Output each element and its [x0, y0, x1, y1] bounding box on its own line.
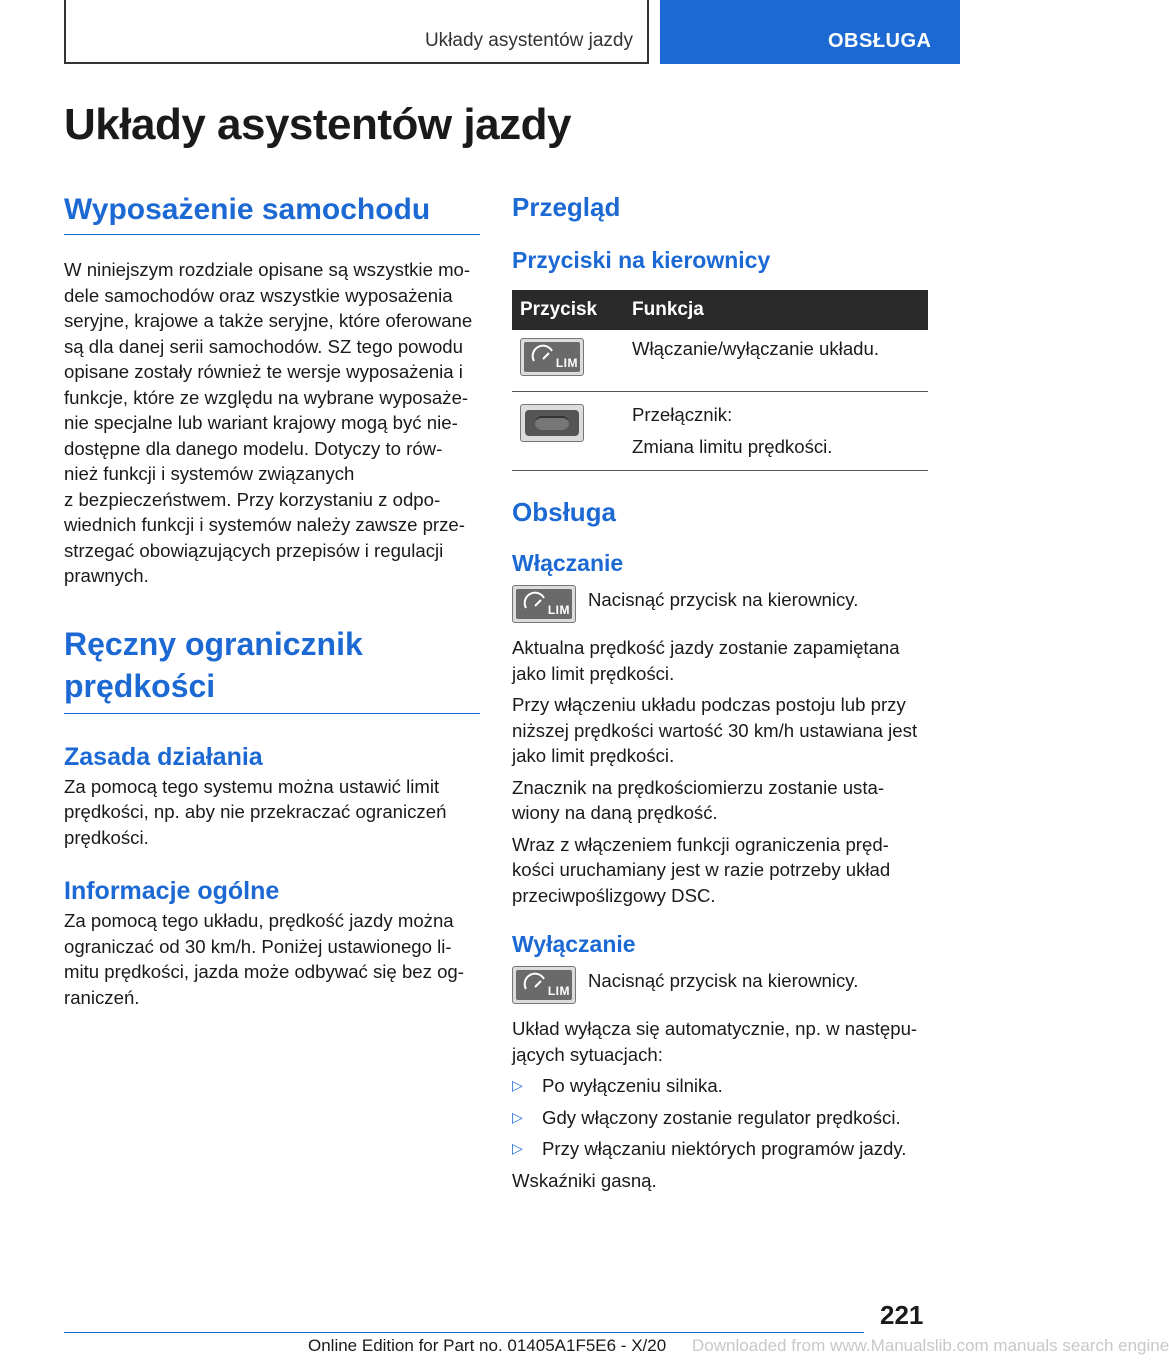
function-line: Zmiana limitu prędkości.: [632, 436, 833, 457]
heading-steering-buttons: Przyciski na kierownicy: [512, 247, 771, 273]
footer-edition: Online Edition for Part no. 01405A1F5E6 - X/20: [308, 1336, 667, 1355]
indicators-off-text: Wskaźniki gasną.: [512, 1169, 657, 1191]
bullet-triangle-icon: ▷: [512, 1077, 523, 1093]
left-column: [64, 190, 480, 1010]
table-cell-function: [624, 392, 928, 471]
right-column: [512, 190, 928, 1193]
text-line: nież funkcji i systemów związanych: [64, 463, 355, 484]
switch-on-paragraph: [512, 692, 928, 769]
table-cell-function: Włączanie/wyłączanie układu.: [624, 330, 928, 392]
list-item: [512, 1105, 928, 1131]
text-line: dostępne dla danego modelu. Dotyczy to rów‐: [64, 437, 443, 459]
function-line: Przełącznik:: [632, 404, 733, 425]
text-line: jących sytuacjach:: [512, 1043, 663, 1065]
text-line: wiednich funkcji i systemów należy zawsze prze‐: [64, 514, 465, 535]
instruction-text: Nacisnąć przycisk na kierownicy.: [588, 970, 859, 991]
text-line: wiony na daną prędkość.: [512, 802, 718, 823]
col-header-button: Przycisk: [512, 290, 624, 330]
instruction-text: Nacisnąć przycisk na kierownicy.: [588, 589, 859, 610]
switch-on-paragraph: [512, 832, 928, 909]
table-row: [512, 392, 928, 471]
text-line: mitu prędkości, jazda może odbywać się bez og‐: [64, 961, 464, 982]
heading-principle: Zasada działania: [64, 742, 263, 771]
text-line: Wraz z włączeniem funkcji ograniczenia pręd‐: [512, 833, 889, 855]
switch-on-instruction: [512, 585, 928, 623]
watermark-text: Downloaded from www.Manualslib.com manuals search engine: [692, 1336, 1169, 1355]
text-line: funkcje, które ze względu na wybrane wyposaże‐: [64, 386, 469, 408]
table-cell-icon: [512, 392, 624, 471]
chapter-tab-label: OBSŁUGA: [828, 30, 932, 52]
text-line: Za pomocą tego układu, prędkość jazdy można: [64, 910, 454, 931]
table-header-row: [512, 290, 928, 330]
bullet-triangle-icon: ▷: [512, 1108, 523, 1125]
chapter-tab[interactable]: [660, 0, 960, 64]
page-number: 221: [880, 1300, 924, 1330]
speed-limiter-lim-icon: [512, 966, 576, 1004]
text-line: kości uruchamiany jest w razie potrzeby układ: [512, 859, 891, 880]
text-line: Układ wyłącza się automatycznie, np. w następu‐: [512, 1018, 918, 1039]
text-line: nie specjalne lub wariant krajowy mogą być nie‐: [64, 412, 458, 433]
speed-limiter-lim-icon: [520, 338, 584, 376]
bullet-triangle-icon: ▷: [512, 1140, 523, 1156]
principle-paragraph: [64, 774, 480, 851]
buttons-table: [512, 290, 928, 471]
text-line: jako limit prędkości.: [512, 662, 675, 684]
text-line: przeciwpoślizgowy DSC.: [512, 884, 716, 906]
heading-equipment: Wyposażenie samochodu: [64, 190, 480, 235]
list-item: [512, 1136, 928, 1162]
text-line: jako limit prędkości.: [512, 745, 675, 766]
list-item: [512, 1073, 928, 1099]
heading-overview: Przegląd: [512, 192, 621, 222]
heading-limiter: [64, 623, 480, 714]
lim-label: LIM: [555, 356, 578, 370]
page-title: Układy asystentów jazdy: [64, 100, 571, 149]
text-line: są dla danej serii samochodów. SZ tego powodu: [64, 335, 463, 357]
heading-limiter-line1: Ręczny ogranicznik: [64, 625, 363, 662]
text-line: W niniejszym rozdziale opisane są wszystkie mo‐: [64, 259, 471, 280]
text-line: z bezpieczeństwem. Przy korzystaniu z odpo‐: [64, 488, 441, 510]
rocker-switch-icon: [520, 404, 584, 442]
text-line: seryjne, krajowe a także seryjne, które oferowane: [64, 310, 473, 331]
switch-on-paragraph: [512, 635, 928, 686]
text-line: Znacznik na prędkościomierzu zostanie usta‐: [512, 776, 885, 798]
switch-off-paragraph: [512, 1016, 928, 1067]
text-line: strzegać obowiązujących przepisów i regulacji: [64, 539, 444, 561]
text-line: dele samochodów oraz wszystkie wyposażenia: [64, 284, 453, 306]
switch-on-paragraph: [512, 775, 928, 826]
heading-operation: Obsługa: [512, 497, 617, 527]
heading-limiter-line2: prędkości: [64, 667, 216, 704]
general-paragraph: [64, 908, 480, 1010]
text-line: prawnych.: [64, 565, 149, 586]
footer-watermark: [692, 1336, 1169, 1356]
list-item-text: Przy włączaniu niektórych programów jazdy.: [542, 1138, 907, 1159]
text-line: Aktualna prędkość jazdy zostanie zapamiętana: [512, 637, 900, 658]
heading-switch-off: Wyłączanie: [512, 931, 636, 957]
speed-limiter-lim-icon: [512, 585, 576, 623]
col-header-function: Funkcja: [624, 290, 928, 330]
text-line: Za pomocą tego systemu można ustawić limit: [64, 775, 440, 797]
switch-off-instruction: [512, 966, 928, 1004]
text-line: niższej prędkości wartość 30 km/h ustawiana jest: [512, 719, 918, 741]
text-line: raniczeń.: [64, 986, 140, 1008]
table-row: [512, 330, 928, 392]
footer-rule: [64, 1332, 864, 1333]
list-item-text: Po wyłączeniu silnika.: [542, 1075, 723, 1096]
text-line: ograniczać od 30 km/h. Poniżej ustawionego li‐: [64, 935, 452, 957]
lim-label: LIM: [547, 603, 570, 617]
text-line: Przy włączeniu układu podczas postoju lub przy: [512, 694, 906, 715]
running-header-box: [64, 0, 649, 64]
text-line: prędkości, np. aby nie przekraczać ograniczeń: [64, 801, 447, 822]
equipment-paragraph: [64, 257, 480, 589]
running-header-section: Układy asystentów jazdy: [424, 30, 633, 51]
list-item-text: Gdy włączony zostanie regulator prędkości.: [542, 1106, 901, 1128]
heading-general: Informacje ogólne: [64, 877, 280, 905]
heading-switch-on: Włączanie: [512, 550, 624, 576]
lim-label: LIM: [547, 984, 570, 998]
table-cell-icon: [512, 330, 624, 392]
auto-off-list: [512, 1073, 928, 1162]
text-line: opisane zostały również te wersje wyposażenia i: [64, 361, 463, 382]
text-line: prędkości.: [64, 826, 149, 848]
